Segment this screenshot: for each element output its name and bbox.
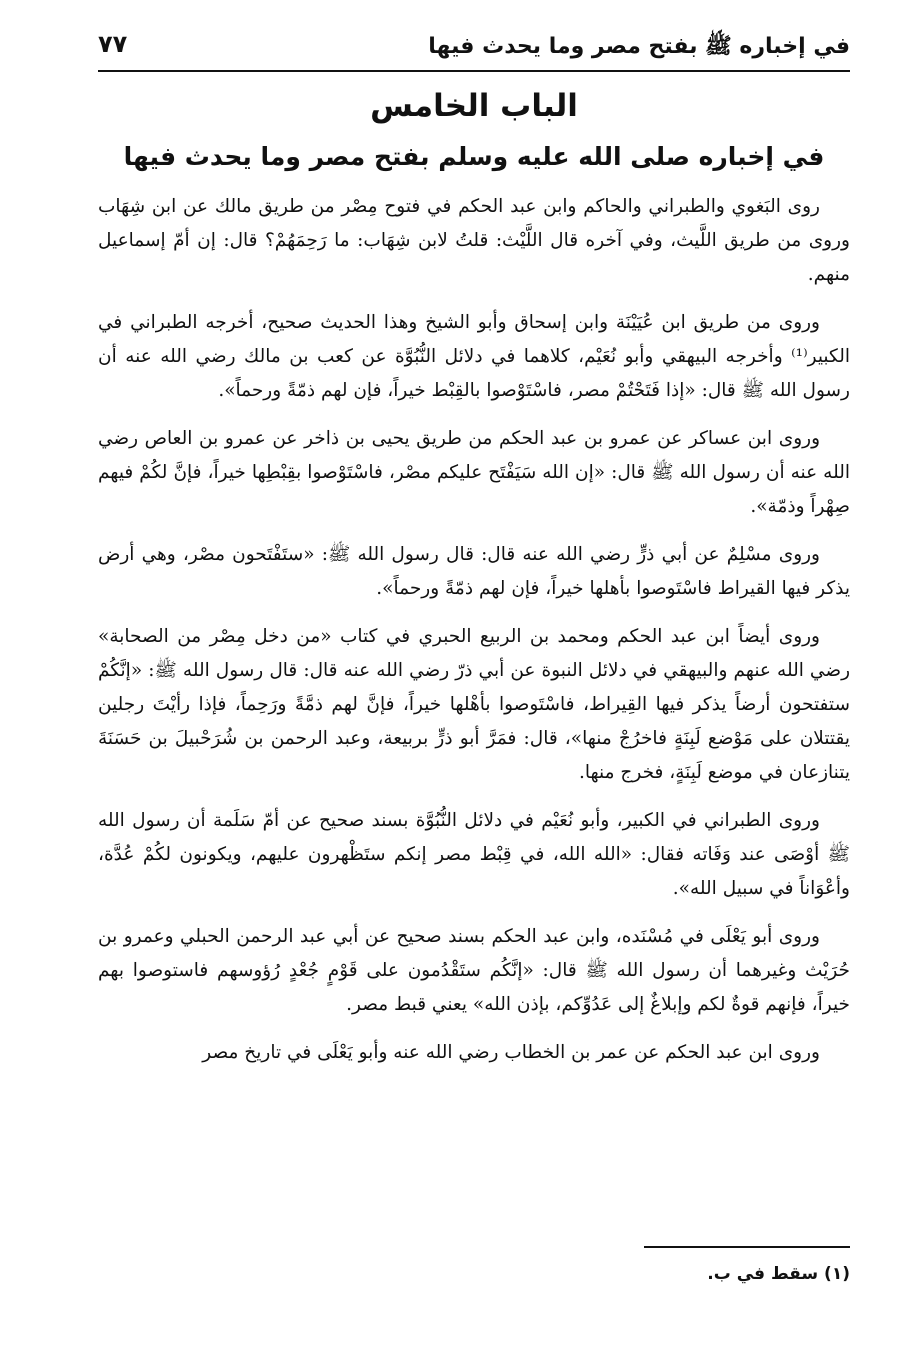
chapter-heading: الباب الخامس — [370, 88, 578, 124]
paragraph: وروى من طريق ابن عُيَيْنَة وابن إسحاق وأبو الشيخ وهذا الحديث صحيح، أخرجه الطبراني في الكبير⁽¹⁾ وأخرجه البيهقي وأبو نُعَيْم، كلاهما في دلائل النُّبُوَّة عن كعب بن مالك رضي الله عنه أن رسول الله ﷺ قال: «إذا فَتَحْتُمْ مصر، فاسْتَوْصوا بالقِبْط خيراً، فإن لهم ذمّةً ورحماً». — [98, 312, 850, 401]
body-text — [98, 190, 850, 1084]
running-title: في إخباره ﷺ بفتح مصر وما يحدث فيها — [428, 34, 850, 59]
running-header — [98, 28, 850, 68]
paragraph: وروى ابن عساكر عن عمرو بن عبد الحكم من طريق يحيى بن ذاخر عن عمرو بن العاص رضي الله عنه أن رسول الله ﷺ قال: «إن الله سَيَفْتَح عليكم مصْر، فاسْتَوْصوا بقِبْطِها خيراً، فإنَّ لكُمْ فيهم صِهْراً وذمّة». — [98, 428, 850, 517]
page-number: ٧٧ — [98, 30, 128, 58]
paragraph: وروى ابن عبد الحكم عن عمر بن الخطاب رضي الله عنه وأبو يَعْلَى في تاريخ مصر — [202, 1042, 820, 1063]
paragraph: وروى أيضاً ابن عبد الحكم ومحمد بن الربيع الحبري في كتاب «من دخل مِصْر من الصحابة» رضي الله عنهم والبيهقي في دلائل النبوة عن أبي ذرّ رضي الله عنه قال: قال رسول الله ﷺ: «إنَّكُمْ ستفتحون أرضاً يذكر فيها القِيراط، فاسْتَوصوا بأهْلها خيراً، فإنَّ لهم ذمَّةً ورَحِماً، فإذا رأيْتَ رجلين يقتتلان على مَوْضع لَبِنَةٍ فاخرُجْ منها»، قال: فمَرَّ أبو ذرٍّ بربيعة، وعبد الرحمن بن شُرَحْبيلَ بن حَسَنَةَ يتنازعان في موضع لَبِنَةٍ، فخرج منها. — [98, 626, 850, 783]
paragraph: وروى الطبراني في الكبير، وأبو نُعَيْم في دلائل النُّبُوَّة بسند صحيح عن أمّ سَلَمة أن رسول الله ﷺ أوْصَى عند وَفَاته فقال: «الله الله، في قِبْط مصر إنكم ستَظْهرون عليهم، ويكونون لكُمْ عُدَّة، وأعْوَاناً في سبيل الله». — [98, 810, 850, 899]
paragraph: وروى مسْلِمٌ عن أبي ذرٍّ رضي الله عنه قال: قال رسول الله ﷺ: «ستَفْتَحون مصْر، وهي أرض يذكر فيها القيراط فاسْتَوصوا بأهلها خيراً، فإن لهم ذمّةً ورحماً». — [98, 544, 850, 599]
footnote: (١) سقط في ب. — [707, 1264, 850, 1284]
paragraph: وروى أبو يَعْلَى في مُسْنَده، وابن عبد الحكم بسند صحيح عن أبي عبد الرحمن الحبلي وعمرو بن حُرَيْث وغيرهما أن رسول الله ﷺ قال: «إنَّكُم ستَقْدُمون على قَوْمٍ جُعْدٍ رُؤوسهم فاستوصوا بهم خيراً، فإنهم قوةٌ لكم وإبلاغٌ إلى عَدُوِّكم، بإذن الله» يعني قبط مصر. — [98, 926, 850, 1015]
header-divider — [98, 70, 850, 72]
footnote-divider — [644, 1246, 850, 1248]
chapter-subheading: في إخباره صلى الله عليه وسلم بفتح مصر وما يحدث فيها — [123, 142, 825, 171]
paragraph: روى البَغوي والطبراني والحاكم وابن عبد الحكم في فتوح مِصْر من طريق مالك عن ابن شِهَاب وروى من طريق اللَّيث، وفي آخره قال اللَّيْث: قلتُ لابن شِهَاب: ما رَحِمَهُمْ؟ قال: إن أمّ إسماعيل منهم. — [98, 196, 850, 285]
